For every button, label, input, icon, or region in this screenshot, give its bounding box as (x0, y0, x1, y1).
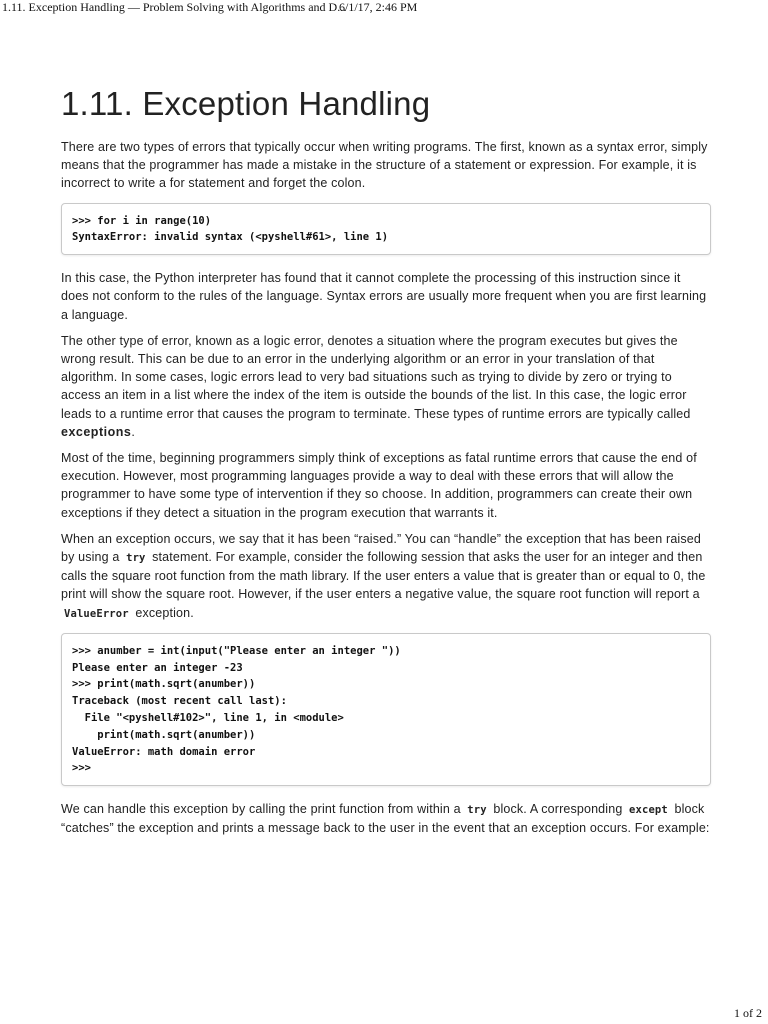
code-line: print(math.sqrt(anumber)) (72, 728, 256, 741)
inline-code-except: except (629, 804, 668, 817)
paragraph-text: statement. For example, consider the following session that asks the user for an integer and then calls the square root function from the math library. If the user enters a value that is greater than or equal to 0, the print will show the square root. However, if the user enters a negative value, the square root function will report a (61, 550, 706, 602)
document-content (61, 82, 711, 846)
code-line: >>> for i in range(10) (72, 214, 212, 227)
code-line: File "<pyshell#102>", line 1, in <module> (72, 712, 344, 725)
paragraph-beginning-programmers: Most of the time, beginning programmers simply think of exceptions as fatal runtime errors that cause the end of execution. However, most programming languages provide a way to deal with these errors that will allow the programmer to have some type of intervention if they so choose. In addition, programmers can create their own exceptions if they detect a situation in the program execution that warrants it. (61, 451, 697, 520)
term-exceptions: exceptions (61, 424, 132, 439)
paragraph-handle-exception (61, 800, 711, 837)
paragraph-text: The other type of error, known as a logic error, denotes a situation where the program executes but gives the wrong result. This can be due to an error in the underlying algorithm or an error in your translation of that algorithm. In some cases, logic errors lead to very bad situations such as trying to divide by zero or trying to access an item in a list where the index of the item is outside the bounds of the list. In this case, the logic error leads to a runtime error that causes the program to terminate. These types of runtime errors are typically called (61, 333, 691, 421)
section-title: 1.11. Exception Handling (61, 85, 431, 122)
code-line: SyntaxError: invalid syntax (<pyshell#61>, line 1) (72, 231, 389, 244)
code-line: >>> print(math.sqrt(anumber)) (72, 678, 256, 691)
paragraph-raised (61, 530, 711, 623)
print-header-timestamp: 6/1/17, 2:46 PM (339, 0, 418, 14)
paragraph-logic-errors (61, 332, 711, 441)
paragraph-text: exception. (131, 605, 194, 620)
code-line: >>> anumber = int(input("Please enter an integer ")) (72, 644, 401, 657)
page-number: 1 of 2 (734, 1006, 762, 1020)
inline-code-valueerror: ValueError (64, 607, 129, 620)
code-line: Traceback (most recent call last): (72, 695, 287, 708)
code-block-value-error (61, 633, 711, 786)
inline-code-try: try (467, 804, 487, 817)
code-line: Please enter an integer -23 (72, 661, 243, 674)
print-header-title: 1.11. Exception Handling — Problem Solving with Algorithms and D... (2, 0, 347, 14)
paragraph-text: We can handle this exception by calling the print function from within a (61, 802, 465, 817)
paragraph-interpreter: In this case, the Python interpreter has found that it cannot complete the processing of this instruction since it does not conform to the rules of the language. Syntax errors are usually more frequent when you are first learning a language. (61, 271, 707, 322)
paragraph-syntax-errors: There are two types of errors that typically occur when writing programs. The first, known as a syntax error, simply means that the programmer has made a mistake in the structure of a statement or expression. For example, it is incorrect to write a for statement and forget the colon. (61, 140, 708, 191)
code-line: >>> (72, 762, 91, 775)
code-block-syntax-error (61, 203, 711, 256)
paragraph-text: block. A corresponding (489, 802, 627, 817)
inline-code-try: try (126, 552, 146, 565)
code-line: ValueError: math domain error (72, 745, 256, 758)
paragraph-text: . (131, 424, 135, 439)
paragraph-text: When an exception occurs, we say that it has been “raised.” You can “handle” the exception that has been raised by using a (61, 531, 701, 565)
print-header (2, 0, 418, 15)
paragraph-text: block “catches” the exception and prints a message back to the user in the event that an exception occurs. For example: (61, 802, 710, 836)
